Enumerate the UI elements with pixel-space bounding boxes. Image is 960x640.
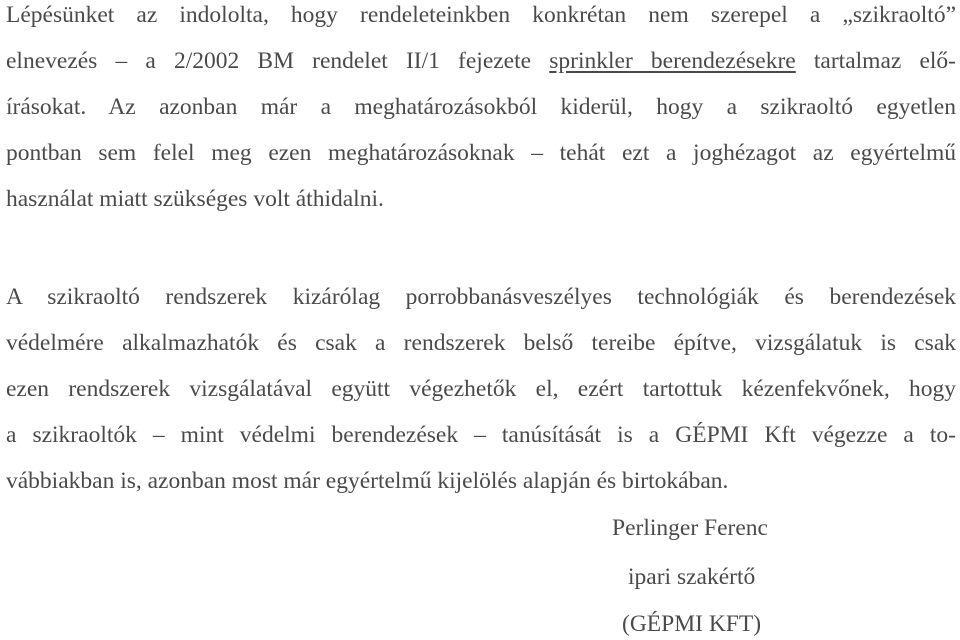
signature-name: Perlinger Ferenc: [612, 515, 768, 541]
paragraph-1-line-2-text: elnevezés – a 2/2002 BM rendelet II/1 fejezete: [6, 48, 550, 74]
paragraph-1-line-4: pontban sem felel meg ezen meghatározásoknak – tehát ezt a joghézagot az egyértelmű: [6, 140, 956, 166]
paragraph-2-line-2: védelmére alkalmazhatók és csak a rendszerek belső tereibe építve, vizsgálatuk is csak: [6, 330, 956, 356]
paragraph-2-line-5: vábbiakban is, azonban most már egyértelmű kijelölés alapján és birtokában.: [6, 468, 729, 494]
paragraph-2-line-4: a szikraoltók – mint védelmi berendezések – tanúsítását is a GÉPMI Kft végezze a to-: [6, 422, 956, 448]
paragraph-2-line-3: ezen rendszerek vizsgálatával együtt végezhetők el, ezért tartottuk kézenfekvőnek, hogy: [6, 376, 956, 402]
paragraph-1-line-3: írásokat. Az azonban már a meghatározásokból kiderül, hogy a szikraoltó egyetlen: [6, 94, 956, 120]
sprinkler-link[interactable]: sprinkler berendezésekre: [549, 48, 796, 74]
paragraph-1-line-1: Lépésünket az indololta, hogy rendeleteinkben konkrétan nem szerepel a „szikraoltó”: [6, 2, 956, 28]
paragraph-1-line-2-end: tartalmaz elő-: [795, 48, 956, 74]
signature-title: ipari szakértő: [628, 564, 756, 590]
paragraph-1-line-5: használat miatt szükséges volt áthidalni.: [6, 186, 384, 212]
paragraph-1-line-2: [6, 46, 956, 76]
paragraph-2-line-1: A szikraoltó rendszerek kizárólag porrobbanásveszélyes technológiák és berendezések: [6, 284, 956, 310]
signature-company: (GÉPMI KFT): [622, 611, 762, 637]
